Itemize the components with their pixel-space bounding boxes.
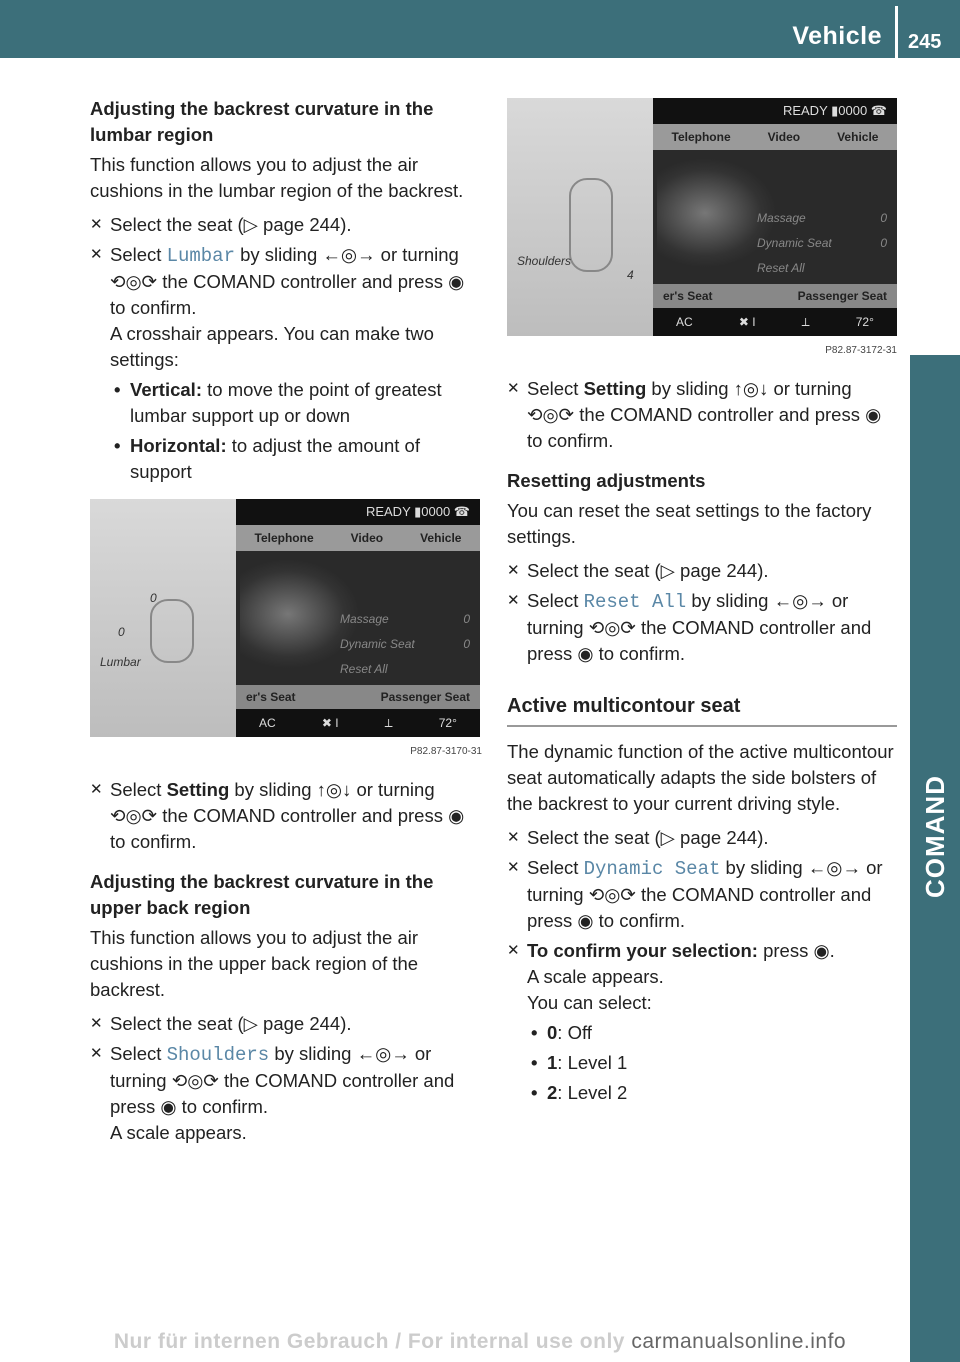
bullet-dot: • <box>114 379 121 400</box>
menu-item-dynamic-seat[interactable] <box>340 632 470 657</box>
bullet-text: to move the point of greatest lumbar support up or down <box>130 379 442 426</box>
seat-bar <box>653 284 897 308</box>
step-text: press ◉. <box>757 940 835 961</box>
upper-intro: This function allows you to adjust the air cushions in the upper back region of the backrest. <box>90 927 419 1000</box>
value-b: 0 <box>118 625 125 639</box>
step-select-lumbar <box>90 242 482 485</box>
step-text: by sliding ←◎→ or turning ⟲◎⟳ the COMAND controller and press ◉ to confirm. <box>527 590 872 664</box>
screen-menu <box>340 607 470 682</box>
seat-outline-icon <box>569 178 613 272</box>
bullet-text: to adjust the amount of support <box>130 435 420 482</box>
step-text: Select the seat (▷ page 244). <box>110 214 352 235</box>
tab-vehicle[interactable]: Vehicle <box>837 130 879 144</box>
menu-item-reset-all: Reset All <box>583 591 687 613</box>
menu-label: Dynamic Seat <box>340 637 415 651</box>
ac-button[interactable]: AC <box>676 315 693 329</box>
ac-button[interactable]: AC <box>259 716 276 730</box>
step-text: Select the seat (▷ page 244). <box>527 560 769 581</box>
tab-video[interactable]: Video <box>350 531 384 545</box>
menu-item-shoulders: Shoulders <box>166 1044 270 1066</box>
fan-button[interactable]: ✖ I <box>738 315 756 329</box>
header-divider <box>895 6 898 58</box>
option-level-1 <box>527 1050 897 1076</box>
active-heading: Active multicontour seat <box>507 693 897 727</box>
value-a: 0 <box>150 591 157 605</box>
climate-bar <box>236 709 480 737</box>
temperature-readout[interactable]: 72° <box>855 315 874 329</box>
option-text: : Level 1 <box>557 1052 628 1073</box>
step-arrow-icon: ✕ <box>90 1015 103 1032</box>
lumbar-intro: This function allows you to adjust the air cushions in the lumbar region of the backrest. <box>90 154 464 201</box>
tab-telephone[interactable]: Telephone <box>254 531 314 545</box>
seat-heat-icon[interactable]: ⟂ <box>801 315 810 329</box>
step-text: Select <box>110 779 167 800</box>
menu-item-massage[interactable] <box>340 607 470 632</box>
select-note: You can select: <box>527 992 652 1013</box>
fan-button[interactable]: ✖ I <box>321 716 339 730</box>
menu-item-dynamic-seat: Dynamic Seat <box>583 858 721 880</box>
step-text: Select <box>527 857 584 878</box>
option-text: : Off <box>557 1022 592 1043</box>
step-arrow-icon: ✕ <box>90 781 103 798</box>
bullet-dot: • <box>531 1022 538 1043</box>
tab-vehicle[interactable]: Vehicle <box>420 531 462 545</box>
step-arrow-icon: ✕ <box>507 829 520 846</box>
screen-tabs <box>653 124 897 150</box>
step-bold: Setting <box>166 779 230 800</box>
seat-bar <box>236 685 480 709</box>
menu-item-dynamic-seat[interactable] <box>757 231 887 256</box>
option-text: : Level 2 <box>557 1082 628 1103</box>
menu-item-reset-all[interactable] <box>340 657 470 682</box>
menu-value: 0 <box>880 211 887 225</box>
menu-label: Massage <box>757 211 806 225</box>
step-text: Select <box>527 378 584 399</box>
upper-heading: Adjusting the backrest curvature in the upper back region <box>90 871 434 918</box>
lumbar-heading: Adjusting the backrest curvature in the lumbar region <box>90 98 434 145</box>
page-number: 245 <box>908 31 942 53</box>
page-header <box>0 0 960 58</box>
step-arrow-icon: ✕ <box>507 380 520 397</box>
step-text: by sliding ←◎→ or turning ⟲◎⟳ the COMAND controller and press ◉ to confirm. <box>110 244 465 318</box>
step-arrow-icon: ✕ <box>507 562 520 579</box>
screen-menu <box>757 206 887 281</box>
step-text: Select the seat (▷ page 244). <box>527 827 769 848</box>
option-value: 0 <box>547 1022 558 1043</box>
menu-value: 0 <box>463 637 470 651</box>
option-value: 2 <box>547 1082 558 1103</box>
screen-left-pane <box>90 499 236 737</box>
scale-label: Lumbar <box>100 655 141 669</box>
step-arrow-icon: ✕ <box>90 246 103 263</box>
step-select-shoulders <box>90 1041 482 1146</box>
figure-shoulders-screen <box>507 98 897 364</box>
bullet-label: Vertical: <box>130 379 202 400</box>
menu-item-reset-all[interactable] <box>757 256 887 281</box>
step-arrow-icon: ✕ <box>90 216 103 233</box>
step-text: Select the seat (▷ page 244). <box>110 1013 352 1034</box>
step-text: by sliding ←◎→ or turning ⟲◎⟳ the COMAND controller and press ◉ to confirm. <box>527 857 883 931</box>
step-arrow-icon: ✕ <box>507 592 520 609</box>
passenger-seat-tab[interactable]: Passenger Seat <box>797 289 887 303</box>
menu-label: Reset All <box>757 261 805 275</box>
menu-value: 0 <box>463 612 470 626</box>
option-off <box>527 1020 897 1046</box>
bullet-dot: • <box>531 1052 538 1073</box>
step-bold: Setting <box>583 378 647 399</box>
scale-label: Shoulders <box>517 254 572 268</box>
reset-heading: Resetting adjustments <box>507 470 706 491</box>
comand-screen <box>90 499 480 737</box>
step-text: Select <box>110 244 167 265</box>
menu-label: Reset All <box>340 662 388 676</box>
step-select-setting <box>90 777 482 855</box>
step-select-seat-2 <box>90 1011 482 1037</box>
figure-lumbar-screen <box>90 499 482 765</box>
right-column <box>507 96 897 1110</box>
section-title: Vehicle <box>792 22 882 50</box>
step-arrow-icon: ✕ <box>507 942 520 959</box>
step-confirm <box>507 938 897 1106</box>
figure-code: P82.87-3172-31 <box>825 345 897 356</box>
step-select-dynamic-seat <box>507 855 897 934</box>
step-text: by sliding ↑◎↓ or turning ⟲◎⟳ the COMAND controller and press ◉ to confirm. <box>110 779 465 852</box>
menu-value: 0 <box>880 236 887 250</box>
status-bar: READY ▮0000 ☎ <box>653 98 897 124</box>
scale-note: A scale appears. <box>527 966 664 987</box>
option-value: 1 <box>547 1052 558 1073</box>
bullet-horizontal <box>110 433 482 485</box>
step-select-seat <box>507 558 897 584</box>
seat-heat-icon[interactable]: ⟂ <box>384 716 393 730</box>
step-select-seat <box>90 212 482 238</box>
tab-telephone[interactable]: Telephone <box>671 130 731 144</box>
screen-left-pane <box>507 98 653 336</box>
page-footer <box>0 1330 960 1354</box>
side-tab <box>910 355 960 1362</box>
bullet-dot: • <box>114 435 121 456</box>
bullet-label: Horizontal: <box>130 435 227 456</box>
active-intro: The dynamic function of the active multicontour seat automatically adapts the side bolsters of the backrest to your current driving style. <box>507 741 894 814</box>
reset-intro: You can reset the seat settings to the factory settings. <box>507 500 872 547</box>
option-level-2 <box>527 1080 897 1106</box>
screen-tabs <box>236 525 480 551</box>
step-arrow-icon: ✕ <box>507 859 520 876</box>
scale-note: A scale appears. <box>110 1122 247 1143</box>
menu-label: Dynamic Seat <box>757 236 832 250</box>
menu-item-lumbar: Lumbar <box>166 245 235 267</box>
step-select-setting <box>507 376 897 454</box>
climate-bar <box>653 308 897 336</box>
menu-label: Massage <box>340 612 389 626</box>
scale-value: 4 <box>627 268 634 282</box>
status-bar: READY ▮0000 ☎ <box>236 499 480 525</box>
step-select-seat-2 <box>507 825 897 851</box>
step-text: by sliding ↑◎↓ or turning ⟲◎⟳ the COMAND controller and press ◉ to confirm. <box>527 378 882 451</box>
step-bold: To confirm your selection: <box>527 940 758 961</box>
left-column <box>90 96 482 1150</box>
tab-video[interactable]: Video <box>767 130 801 144</box>
side-tab-label: COMAND <box>920 775 950 898</box>
bullet-vertical <box>110 377 482 429</box>
temperature-readout[interactable]: 72° <box>438 716 457 730</box>
step-text: by sliding ←◎→ or turning ⟲◎⟳ the COMAND controller and press ◉ to confirm. <box>110 1043 455 1117</box>
driver-seat-tab[interactable]: er's Seat <box>246 690 296 704</box>
figure-code: P82.87-3170-31 <box>410 746 482 757</box>
step-text: Select <box>110 1043 167 1064</box>
crosshair-note: A crosshair appears. You can make two settings: <box>110 323 434 370</box>
menu-item-massage[interactable] <box>757 206 887 231</box>
step-select-reset-all <box>507 588 897 667</box>
footer-watermark: Nur für internen Gebrauch / For internal use only <box>113 1330 625 1353</box>
step-text: Select <box>527 590 584 611</box>
comand-screen <box>507 98 897 336</box>
footer-site: carmanualsonline.info <box>631 1330 847 1353</box>
driver-seat-tab[interactable]: er's Seat <box>663 289 713 303</box>
bullet-dot: • <box>531 1082 538 1103</box>
step-arrow-icon: ✕ <box>90 1045 103 1062</box>
passenger-seat-tab[interactable]: Passenger Seat <box>380 690 470 704</box>
